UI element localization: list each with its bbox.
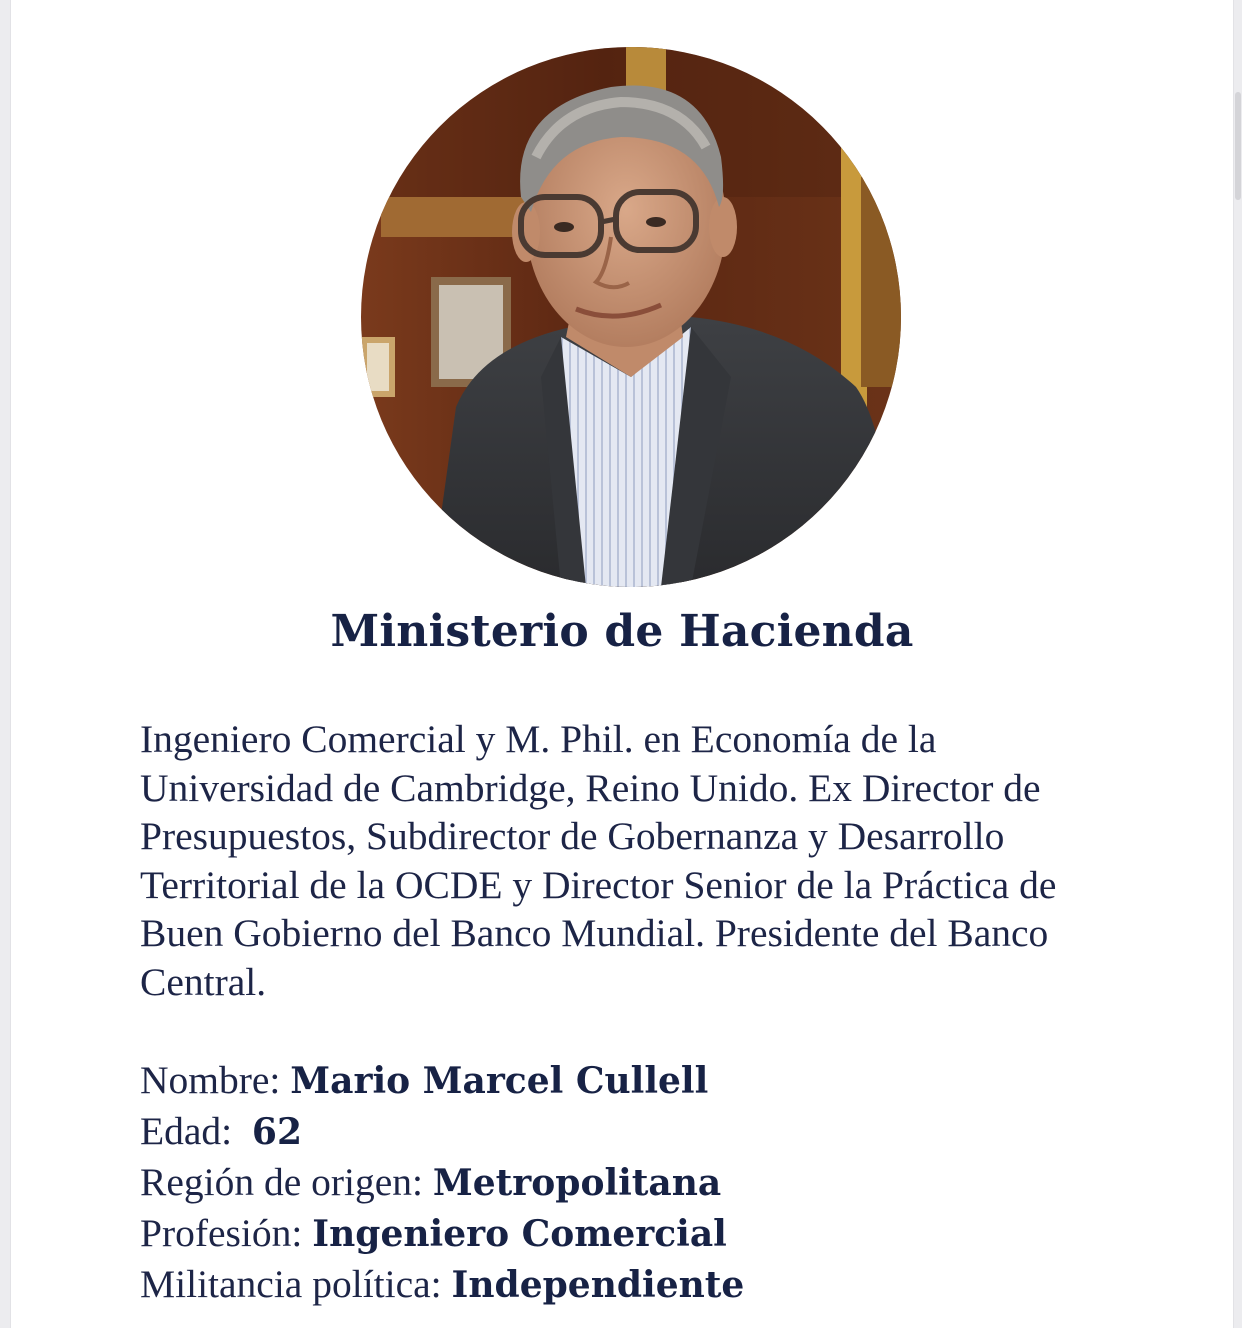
fact-profession-row — [140, 1208, 744, 1259]
fact-age-row — [140, 1106, 744, 1157]
fact-label: Región de origen: — [140, 1160, 433, 1204]
fact-value-region: Metropolitana — [432, 1162, 722, 1204]
fact-value-profession: Ingeniero Comercial — [312, 1213, 727, 1255]
fact-value-name: Mario Marcel Cullell — [290, 1060, 709, 1102]
fact-label: Profesión: — [140, 1211, 313, 1255]
fact-label: Nombre: — [140, 1058, 291, 1102]
minister-portrait-photo — [361, 47, 901, 587]
profile-card — [10, 0, 1234, 1328]
ministry-title: Ministerio de Hacienda — [330, 606, 914, 657]
fact-label: Edad: — [140, 1109, 252, 1153]
fact-value-party: Independiente — [451, 1264, 745, 1306]
fact-name-row — [140, 1055, 744, 1106]
fact-party-row — [140, 1259, 744, 1310]
fact-label: Militancia política: — [140, 1262, 452, 1306]
fact-region-row — [140, 1157, 744, 1208]
profile-facts-list — [140, 1055, 744, 1310]
scrollbar-thumb[interactable] — [1235, 92, 1241, 200]
biography-text: Ingeniero Comercial y M. Phil. en Economía de la Universidad de Cambridge, Reino Unido. Ex Director de Presupuestos, Subdirector de Gobernanza y Desarrollo Territorial de la OCDE y Director Senior de la Práctica de Buen Gobierno del Banco Mundial. Presidente del Banco Central. — [140, 717, 1057, 1004]
fact-value-age: 62 — [251, 1111, 302, 1153]
